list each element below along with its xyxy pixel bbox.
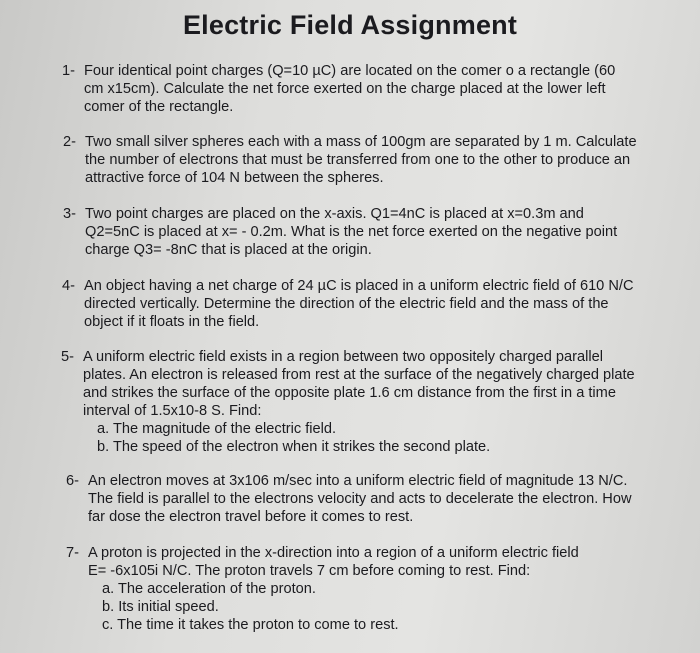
question-5 [61, 348, 635, 456]
question-4 [62, 277, 634, 331]
question-2 [63, 133, 637, 187]
question-number: 4- [62, 278, 75, 294]
question-1 [62, 62, 615, 116]
question-line: The field is parallel to the electrons velocity and acts to decelerate the electron. How [88, 491, 632, 507]
question-line: An object having a net charge of 24 µC is placed in a uniform electric field of 610 N/C [84, 278, 634, 294]
sub-question-c: c. The time it takes the proton to come to rest. [102, 617, 399, 633]
question-number: 2- [63, 134, 76, 150]
question-7 [66, 544, 579, 634]
question-line: A uniform electric field exists in a region between two oppositely charged parallel [83, 349, 603, 365]
question-line: charge Q3= -8nC that is placed at the origin. [85, 242, 372, 258]
question-line: the number of electrons that must be transferred from one to the other to produce an [85, 152, 631, 168]
question-6 [66, 472, 632, 526]
page-title: Electric Field Assignment [182, 10, 518, 40]
question-number: 3- [63, 206, 76, 222]
question-line: plates. An electron is released from rest at the surface of the negatively charged plate [83, 367, 635, 383]
question-number: 6- [66, 473, 79, 489]
question-line: comer of the rectangle. [84, 99, 234, 115]
question-line: directed vertically. Determine the direction of the electric field and the mass of the [84, 296, 609, 312]
question-line: Q2=5nC is placed at x= - 0.2m. What is the net force exerted on the negative point [85, 224, 618, 240]
sub-question-b: b. Its initial speed. [102, 599, 219, 615]
question-line: interval of 1.5x10-8 S. Find: [83, 403, 262, 419]
question-line: cm x15cm). Calculate the net force exerted on the charge placed at the lower left [84, 81, 606, 97]
question-line: object if it floats in the field. [84, 314, 260, 330]
question-3 [63, 205, 617, 259]
question-number: 5- [61, 349, 74, 365]
question-line: and strikes the surface of the opposite plate 1.6 cm distance from the first in a time [83, 385, 616, 401]
sub-question-a: a. The magnitude of the electric field. [97, 421, 337, 437]
sub-question-b: b. The speed of the electron when it strikes the second plate. [97, 439, 491, 455]
question-line: A proton is projected in the x-direction into a region of a uniform electric field [88, 545, 579, 561]
sub-question-a: a. The acceleration of the proton. [102, 581, 316, 597]
question-line: An electron moves at 3x106 m/sec into a uniform electric field of magnitude 13 N/C. [88, 473, 628, 489]
question-line: Four identical point charges (Q=10 µC) are located on the comer o a rectangle (60 [84, 63, 616, 79]
question-line: Two point charges are placed on the x-axis. Q1=4nC is placed at x=0.3m and [85, 206, 584, 222]
question-line: attractive force of 104 N between the spheres. [85, 170, 384, 186]
question-line: Two small silver spheres each with a mass of 100gm are separated by 1 m. Calculate [85, 134, 637, 150]
question-number: 7- [66, 545, 79, 561]
question-line: E= -6x105i N/C. The proton travels 7 cm before coming to rest. Find: [88, 563, 531, 579]
question-line: far dose the electron travel before it comes to rest. [88, 509, 414, 525]
question-number: 1- [62, 63, 75, 79]
